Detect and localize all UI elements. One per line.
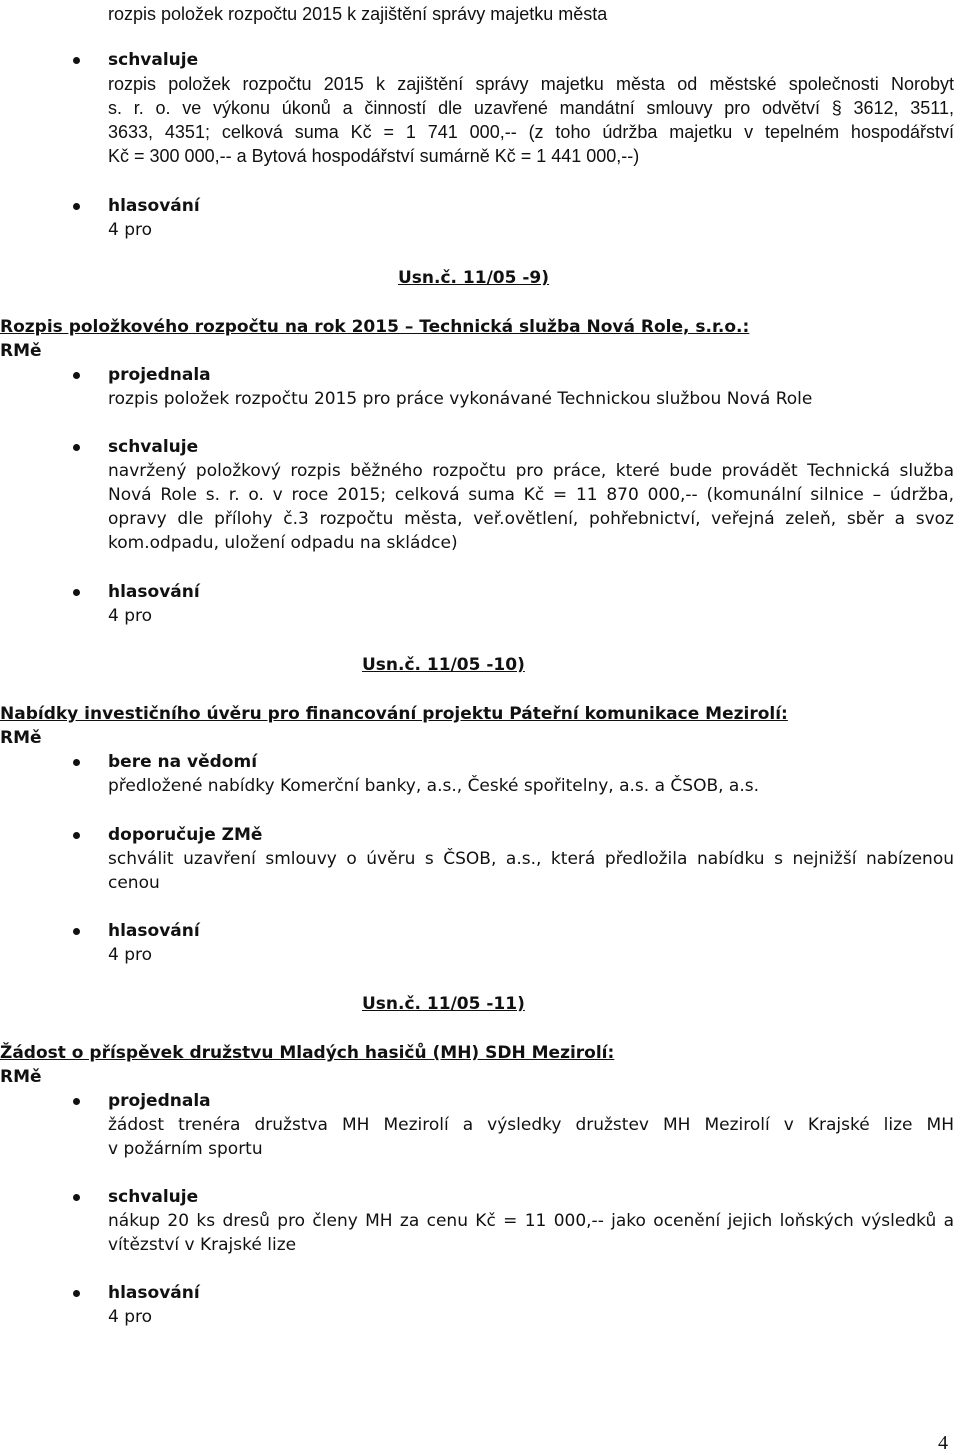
resolution-number: Usn.č. 11/05 -9): [398, 268, 550, 288]
bullet-icon: [73, 203, 80, 210]
council-label: RMě: [0, 341, 42, 361]
section-title: Rozpis položkového rozpočtu na rok 2015 – Technická služba Nová Role, s.r.o.:: [0, 317, 750, 337]
council-label: RMě: [0, 1067, 42, 1087]
decision-text-line: nákup 20 ks dresů pro členy MH za cenu Kč = 11 000,-- jako ocenění jejich loňských výsledků a: [108, 1211, 954, 1231]
decision-label: bere na vědomí: [108, 752, 258, 772]
vote-result: 4 pro: [108, 945, 153, 965]
section-title: Nabídky investičního úvěru pro financování projektu Páteřní komunikace Mezirolí:: [0, 704, 788, 724]
vote-result: 4 pro: [108, 220, 153, 240]
decision-text-line: cenou: [108, 873, 160, 893]
section-title: Žádost o příspěvek družstvu Mladých hasičů (MH) SDH Mezirolí:: [0, 1043, 615, 1063]
bullet-icon: [73, 372, 80, 379]
decision-text: rozpis položek rozpočtu 2015 pro práce vykonávané Technickou službou Nová Role: [108, 389, 813, 409]
vote-label: hlasování: [108, 196, 200, 216]
decision-text: předložené nabídky Komerční banky, a.s., České spořitelny, a.s. a ČSOB, a.s.: [108, 776, 760, 796]
bullet-icon: [73, 928, 80, 935]
bullet-icon: [73, 57, 80, 64]
decision-text-line: opravy dle přílohy č.3 rozpočtu města, veř.ovětlení, pohřebnictví, veřejná zeleň, sběr a svoz: [108, 509, 954, 529]
decision-text-line: Kč = 300 000,-- a Bytová hospodářství sumárně Kč = 1 441 000,--): [108, 146, 640, 166]
vote-label: hlasování: [108, 921, 200, 941]
vote-result: 4 pro: [108, 1307, 153, 1327]
bullet-icon: [73, 1194, 80, 1201]
decision-label: projednala: [108, 1091, 211, 1111]
bullet-icon: [73, 759, 80, 766]
decision-text-line: kom.odpadu, uložení odpadu na skládce): [108, 533, 458, 553]
decision-label: schvaluje: [108, 1187, 199, 1207]
bullet-icon: [73, 1290, 80, 1297]
council-label: RMě: [0, 728, 42, 748]
bullet-icon: [73, 1098, 80, 1105]
decision-text-line: s. r. o. ve výkonu úkonů a činností dle uzavřené mandátní smlouvy pro odvětví § 3612, 3511,: [108, 98, 954, 118]
continuation-text: rozpis položek rozpočtu 2015 k zajištění správy majetku města: [108, 4, 608, 24]
decision-text-line: rozpis položek rozpočtu 2015 k zajištění správy majetku města od městské společnosti Norobyt: [108, 74, 954, 94]
decision-text-line: vítězství v Krajské lize: [108, 1235, 297, 1255]
decision-text-line: Nová Role s. r. o. v roce 2015; celková suma Kč = 11 870 000,-- (komunální silnice – údržba,: [108, 485, 954, 505]
bullet-icon: [73, 589, 80, 596]
decision-text-line: 3633, 4351; celková suma Kč = 1 741 000,-- (z toho údržba majetku v tepelném hospodářství: [108, 122, 954, 142]
decision-label: doporučuje ZMě: [108, 825, 263, 845]
resolution-number: Usn.č. 11/05 -11): [362, 994, 525, 1014]
decision-label: projednala: [108, 365, 211, 385]
decision-label: schvaluje: [108, 50, 199, 70]
decision-text-line: v požárním sportu: [108, 1139, 263, 1159]
decision-text-line: schválit uzavření smlouvy o úvěru s ČSOB, a.s., která předložila nabídku s nejnižší nabízenou: [108, 849, 954, 869]
vote-result: 4 pro: [108, 606, 153, 626]
bullet-icon: [73, 444, 80, 451]
vote-label: hlasování: [108, 1283, 200, 1303]
decision-text-line: žádost trenéra družstva MH Mezirolí a výsledky družstev MH Mezirolí v Krajské lize MH: [108, 1115, 954, 1135]
decision-label: schvaluje: [108, 437, 199, 457]
resolution-number: Usn.č. 11/05 -10): [362, 655, 525, 675]
page-number: 4: [938, 1432, 948, 1454]
decision-text-line: navržený položkový rozpis běžného rozpočtu pro práce, které bude provádět Technická služba: [108, 461, 954, 481]
vote-label: hlasování: [108, 582, 200, 602]
bullet-icon: [73, 832, 80, 839]
